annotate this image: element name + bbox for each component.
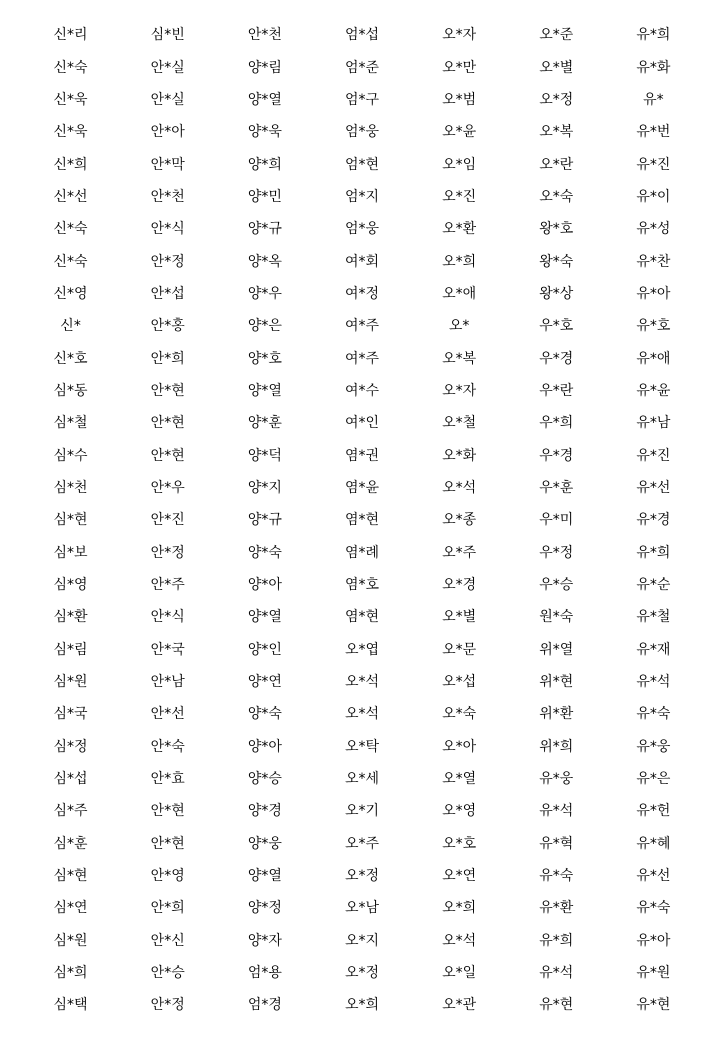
name-cell: 오*환 <box>442 221 477 238</box>
name-cell: 심*수 <box>53 447 88 464</box>
name-cell: 유*석 <box>539 965 574 982</box>
name-cell: 심*환 <box>53 609 88 626</box>
name-cell: 염*례 <box>344 544 380 561</box>
name-cell: 여*회 <box>344 253 380 270</box>
name-cell: 유*현 <box>636 997 671 1014</box>
name-cell: 오*철 <box>442 415 477 432</box>
name-cell: 안*정 <box>150 253 185 270</box>
name-cell: 양*자 <box>247 932 282 949</box>
name-cell: 유*희 <box>636 27 671 44</box>
name-cell: 양*아 <box>247 738 282 755</box>
name-cell: 양*열 <box>247 609 282 626</box>
name-cell: 오*영 <box>442 803 477 820</box>
name-cell: 안*희 <box>150 350 185 367</box>
name-cell: 양*열 <box>247 382 282 399</box>
name-cell: 오*호 <box>442 835 477 852</box>
name-cell: 신*희 <box>53 156 88 173</box>
name-cell: 안*천 <box>150 188 185 205</box>
name-cell: 양*규 <box>247 512 282 529</box>
name-cell: 여*수 <box>344 382 380 399</box>
name-cell: 유*순 <box>636 577 671 594</box>
name-cell: 양*욱 <box>247 124 282 141</box>
name-cell: 안*희 <box>150 900 185 917</box>
name-cell: 유*선 <box>636 868 671 885</box>
name-cell: 우*란 <box>539 382 574 399</box>
name-cell: 유* <box>643 91 664 108</box>
name-cell: 우*미 <box>539 512 574 529</box>
name-cell: 양*연 <box>247 674 282 691</box>
name-cell: 염*윤 <box>344 479 380 496</box>
name-cell: 유*혜 <box>636 835 671 852</box>
name-cell: 엄*웅 <box>344 221 380 238</box>
name-cell: 심*현 <box>53 868 88 885</box>
name-cell: 오*진 <box>442 188 477 205</box>
name-cell: 여*주 <box>344 318 380 335</box>
name-cell: 엄*경 <box>247 997 282 1014</box>
name-cell: 안*천 <box>247 27 282 44</box>
name-cell: 오*만 <box>442 59 477 76</box>
name-cell: 안*실 <box>150 59 185 76</box>
name-cell: 양*호 <box>247 350 282 367</box>
name-cell: 심*동 <box>53 382 88 399</box>
name-cell: 신*욱 <box>53 124 88 141</box>
name-cell: 신*영 <box>53 285 88 302</box>
name-cell: 양*웅 <box>247 835 282 852</box>
name-cell: 유*웅 <box>636 738 671 755</box>
name-cell: 심*섭 <box>53 771 88 788</box>
name-cell: 오*정 <box>344 868 380 885</box>
name-cell: 오*범 <box>442 91 477 108</box>
name-cell: 심*영 <box>53 577 88 594</box>
name-cell: 여*정 <box>344 285 380 302</box>
name-cell: 엄*지 <box>344 188 380 205</box>
name-cell: 우*훈 <box>539 479 574 496</box>
name-cell: 오*남 <box>344 900 380 917</box>
name-cell: 안*신 <box>150 932 185 949</box>
name-cell: 양*숙 <box>247 706 282 723</box>
name-cell: 안*현 <box>150 447 185 464</box>
name-cell: 양*우 <box>247 285 282 302</box>
name-cell: 오*별 <box>442 609 477 626</box>
name-cell: 오*관 <box>442 997 477 1014</box>
name-cell: 유*애 <box>636 350 671 367</box>
name-cell: 오*문 <box>442 641 477 658</box>
name-cell: 원*숙 <box>539 609 574 626</box>
name-cell: 안*현 <box>150 382 185 399</box>
name-cell: 안*식 <box>150 609 185 626</box>
name-cell: 오*임 <box>442 156 477 173</box>
name-cell: 오*란 <box>539 156 574 173</box>
name-cell: 위*현 <box>539 674 574 691</box>
name-cell: 안*홍 <box>150 318 185 335</box>
name-cell: 유*찬 <box>636 253 671 270</box>
name-cell: 왕*숙 <box>539 253 574 270</box>
name-cell: 오*경 <box>442 577 477 594</box>
name-cell: 유*숙 <box>636 706 671 723</box>
name-cell: 여*주 <box>344 350 380 367</box>
name-cell: 염*현 <box>344 512 380 529</box>
name-cell: 엄*웅 <box>344 124 380 141</box>
name-cell: 양*훈 <box>247 415 282 432</box>
name-cell: 유*아 <box>636 932 671 949</box>
name-cell: 왕*상 <box>539 285 574 302</box>
name-cell: 신*선 <box>53 188 88 205</box>
name-cell: 유*이 <box>636 188 671 205</box>
name-cell: 오*애 <box>442 285 477 302</box>
name-cell: 심*천 <box>53 479 88 496</box>
name-cell: 양*열 <box>247 91 282 108</box>
name-cell: 양*숙 <box>247 544 282 561</box>
name-cell: 유*숙 <box>636 900 671 917</box>
name-cell: 오*탁 <box>344 738 380 755</box>
name-cell: 심*원 <box>53 932 88 949</box>
name-cell: 오*지 <box>344 932 380 949</box>
name-cell: 우*호 <box>539 318 574 335</box>
name-cell: 심*택 <box>53 997 88 1014</box>
name-cell: 유*웅 <box>539 771 574 788</box>
name-cell: 염*호 <box>344 577 380 594</box>
name-cell: 양*옥 <box>247 253 282 270</box>
name-cell: 안*숙 <box>150 738 185 755</box>
name-cell: 우*승 <box>539 577 574 594</box>
name-cell: 유*석 <box>539 803 574 820</box>
name-cell: 양*림 <box>247 59 282 76</box>
name-cell: 신*숙 <box>53 59 88 76</box>
name-cell: 유*경 <box>636 512 671 529</box>
name-cell: 오*석 <box>344 674 380 691</box>
name-cell: 우*정 <box>539 544 574 561</box>
name-cell: 유*진 <box>636 156 671 173</box>
name-cell: 안*효 <box>150 771 185 788</box>
name-grid <box>22 19 702 1022</box>
name-cell: 오*준 <box>539 27 574 44</box>
name-cell: 유*은 <box>636 771 671 788</box>
name-cell: 양*인 <box>247 641 282 658</box>
name-cell: 신*숙 <box>53 221 88 238</box>
name-cell: 유*성 <box>636 221 671 238</box>
name-cell: 우*희 <box>539 415 574 432</box>
name-cell: 염*현 <box>344 609 380 626</box>
name-cell: 신* <box>60 318 81 335</box>
name-cell: 오*정 <box>539 91 574 108</box>
name-cell: 유*환 <box>539 900 574 917</box>
name-cell: 안*현 <box>150 803 185 820</box>
name-cell: 염*권 <box>344 447 380 464</box>
name-cell: 오*숙 <box>539 188 574 205</box>
name-cell: 유*희 <box>539 932 574 949</box>
name-cell: 오*주 <box>442 544 477 561</box>
name-cell: 오*숙 <box>442 706 477 723</box>
name-cell: 오*기 <box>344 803 380 820</box>
name-cell: 심*국 <box>53 706 88 723</box>
name-cell: 신*호 <box>53 350 88 367</box>
name-cell: 안*현 <box>150 835 185 852</box>
name-cell: 안*영 <box>150 868 185 885</box>
name-cell: 심*연 <box>53 900 88 917</box>
name-cell: 오* <box>448 318 470 335</box>
name-cell: 안*정 <box>150 544 185 561</box>
name-cell: 심*원 <box>53 674 88 691</box>
name-cell: 오*주 <box>344 835 380 852</box>
name-cell: 양*은 <box>247 318 282 335</box>
name-cell: 양*규 <box>247 221 282 238</box>
name-cell: 심*희 <box>53 965 88 982</box>
name-cell: 양*아 <box>247 577 282 594</box>
name-cell: 안*국 <box>150 641 185 658</box>
name-cell: 오*윤 <box>442 124 477 141</box>
name-cell: 오*자 <box>442 382 477 399</box>
name-cell: 안*선 <box>150 706 185 723</box>
name-cell: 엄*구 <box>344 91 380 108</box>
name-cell: 오*연 <box>442 868 477 885</box>
name-cell: 엄*용 <box>247 965 282 982</box>
name-cell: 우*경 <box>539 447 574 464</box>
name-cell: 유*번 <box>636 124 671 141</box>
name-cell: 오*희 <box>344 997 380 1014</box>
name-cell: 엄*섭 <box>344 27 380 44</box>
name-cell: 오*엽 <box>344 641 380 658</box>
name-cell: 심*철 <box>53 415 88 432</box>
name-cell: 오*아 <box>442 738 477 755</box>
name-cell: 오*정 <box>344 965 380 982</box>
name-cell: 신*숙 <box>53 253 88 270</box>
name-cell: 오*석 <box>442 479 477 496</box>
name-cell: 유*철 <box>636 609 671 626</box>
name-cell: 오*석 <box>344 706 380 723</box>
name-cell: 안*남 <box>150 674 185 691</box>
name-cell: 오*종 <box>442 512 477 529</box>
name-cell: 오*섭 <box>442 674 477 691</box>
name-cell: 여*인 <box>344 415 380 432</box>
name-cell: 안*섭 <box>150 285 185 302</box>
name-cell: 심*현 <box>53 512 88 529</box>
name-cell: 위*열 <box>539 641 574 658</box>
name-cell: 왕*호 <box>539 221 574 238</box>
name-cell: 양*지 <box>247 479 282 496</box>
name-cell: 유*희 <box>636 544 671 561</box>
name-cell: 안*진 <box>150 512 185 529</box>
name-cell: 심*주 <box>53 803 88 820</box>
name-cell: 양*희 <box>247 156 282 173</box>
name-cell: 유*선 <box>636 479 671 496</box>
name-cell: 오*복 <box>539 124 574 141</box>
name-cell: 안*현 <box>150 415 185 432</box>
name-cell: 유*숙 <box>539 868 574 885</box>
name-cell: 양*덕 <box>247 447 282 464</box>
name-cell: 유*헌 <box>636 803 671 820</box>
name-cell: 안*아 <box>150 124 185 141</box>
name-cell: 오*자 <box>442 27 477 44</box>
name-cell: 심*림 <box>53 641 88 658</box>
name-cell: 위*희 <box>539 738 574 755</box>
name-cell: 오*세 <box>344 771 380 788</box>
name-cell: 안*주 <box>150 577 185 594</box>
name-cell: 양*민 <box>247 188 282 205</box>
name-cell: 안*우 <box>150 479 185 496</box>
name-cell: 오*열 <box>442 771 477 788</box>
name-cell: 오*화 <box>442 447 477 464</box>
name-cell: 유*진 <box>636 447 671 464</box>
name-cell: 안*실 <box>150 91 185 108</box>
name-cell: 오*석 <box>442 932 477 949</box>
name-cell: 유*원 <box>636 965 671 982</box>
name-cell: 신*리 <box>53 27 88 44</box>
name-cell: 양*정 <box>247 900 282 917</box>
name-cell: 우*경 <box>539 350 574 367</box>
name-cell: 유*재 <box>636 641 671 658</box>
name-cell: 오*희 <box>442 900 477 917</box>
name-cell: 위*환 <box>539 706 574 723</box>
name-cell: 양*승 <box>247 771 282 788</box>
name-cell: 양*열 <box>247 868 282 885</box>
name-cell: 신*욱 <box>53 91 88 108</box>
name-cell: 엄*현 <box>344 156 380 173</box>
name-cell: 안*승 <box>150 965 185 982</box>
name-cell: 엄*준 <box>344 59 380 76</box>
name-cell: 유*현 <box>539 997 574 1014</box>
name-cell: 유*석 <box>636 674 671 691</box>
name-cell: 심*보 <box>53 544 88 561</box>
name-cell: 오*별 <box>539 59 574 76</box>
name-cell: 유*남 <box>636 415 671 432</box>
name-cell: 안*식 <box>150 221 185 238</box>
name-cell: 안*정 <box>150 997 185 1014</box>
name-cell: 유*화 <box>636 59 671 76</box>
name-cell: 오*복 <box>442 350 477 367</box>
name-cell: 오*희 <box>442 253 477 270</box>
name-cell: 심*정 <box>53 738 88 755</box>
name-cell: 유*혁 <box>539 835 574 852</box>
name-cell: 유*아 <box>636 285 671 302</box>
name-cell: 심*빈 <box>150 27 185 44</box>
name-cell: 안*막 <box>150 156 185 173</box>
name-cell: 양*경 <box>247 803 282 820</box>
name-cell: 심*훈 <box>53 835 88 852</box>
name-cell: 유*호 <box>636 318 671 335</box>
name-cell: 오*일 <box>442 965 477 982</box>
name-cell: 유*윤 <box>636 382 671 399</box>
